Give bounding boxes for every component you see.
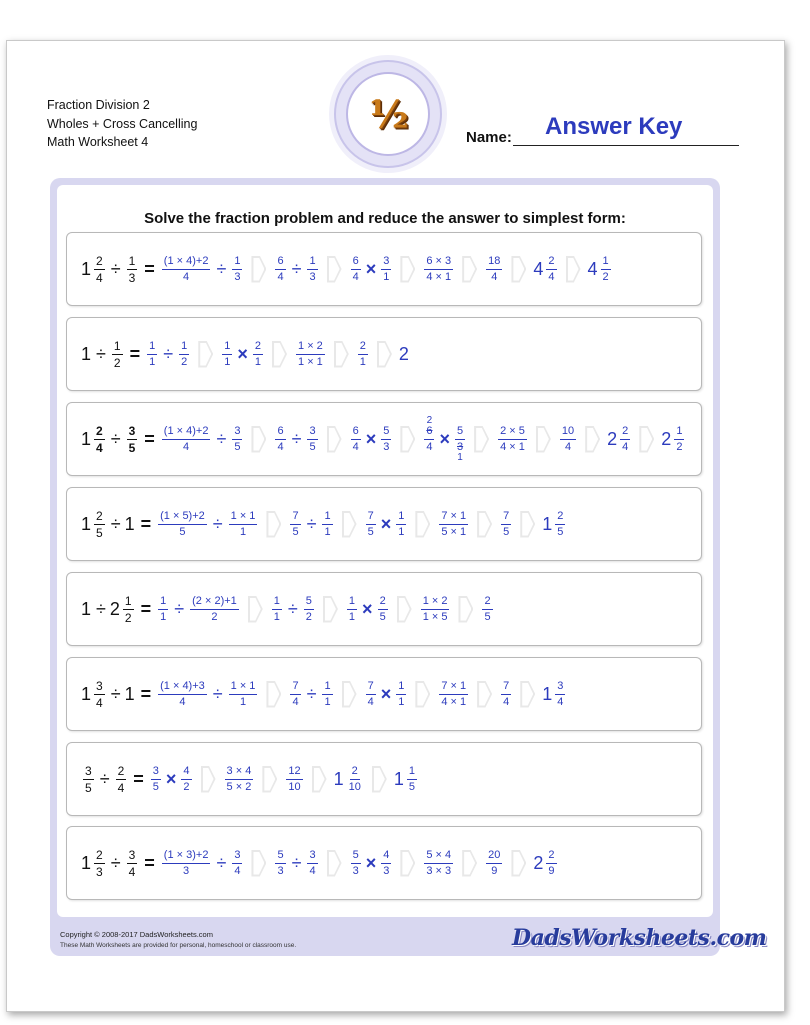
- worksheet-title: Fraction Division 2: [47, 98, 150, 112]
- problem-row-2: [66, 317, 702, 391]
- step-arrow-icon: [415, 681, 430, 708]
- step-arrow-icon: [474, 426, 489, 453]
- step-arrow-icon: [462, 256, 477, 283]
- step-arrow-icon: [520, 511, 535, 538]
- step-arrow-icon: [251, 850, 266, 877]
- step-arrow-icon: [377, 341, 392, 368]
- step-arrow-icon: [262, 766, 277, 793]
- name-line: [513, 145, 739, 146]
- problem-3-question: 1 $\frac{2}{4}$ ÷ $\frac{3}{5}$ =: [81, 423, 155, 455]
- step-arrow-icon: [511, 850, 526, 877]
- answer-key-text: Answer Key: [545, 113, 683, 140]
- problem-row-8: [66, 826, 702, 900]
- problem-4-steps: $\frac{(1 \times 5)+2}{5}$ ÷ $\frac{1 \times 1}{1}$ $\frac{7}{5}$ ÷ $\frac{1}{1}$ $\frac{7}{5}$ × $\frac{1}{1}$ 7 × 1 5 × 1 7 5 1 2 5: [160, 509, 564, 538]
- problem-8-steps: $\frac{(1 \times 3)+2}{3}$ ÷ $\frac{3}{4}$ $\frac{5}{3}$ ÷ $\frac{3}{4}$ $\frac{5}{3}$ × $\frac{4}{3}$ 5 × 4 3 × 3 20 9 2 2 9: [163, 848, 555, 877]
- problem-2-question: 1 ÷ $\frac{1}{2}$ =: [81, 338, 141, 370]
- step-arrow-icon: [566, 256, 581, 283]
- name-label: Name:: [466, 129, 512, 146]
- worksheet-number: Math Worksheet 4: [47, 135, 149, 149]
- problem-8-question: 1 $\frac{2}{3}$ ÷ $\frac{3}{4}$ =: [81, 847, 155, 879]
- logo-text: ½: [369, 91, 407, 137]
- step-arrow-icon: [462, 850, 477, 877]
- step-arrow-icon: [585, 426, 600, 453]
- step-arrow-icon: [323, 596, 338, 623]
- problem-row-4: [66, 487, 702, 561]
- step-arrow-icon: [372, 766, 387, 793]
- step-arrow-icon: [477, 511, 492, 538]
- step-arrow-icon: [327, 426, 342, 453]
- step-arrow-icon: [639, 426, 654, 453]
- problem-7-steps: $\frac{3}{5}$ × $\frac{4}{2}$ 3 × 4 5 × 2 12 10 1 2 10 1 1 5: [152, 764, 415, 793]
- one-half-logo: [334, 60, 442, 168]
- problem-4-question: 1 $\frac{2}{5}$ ÷ 1 =: [81, 508, 152, 540]
- step-arrow-icon: [327, 850, 342, 877]
- step-arrow-icon: [266, 681, 281, 708]
- problem-8-answer: 2: [533, 852, 544, 873]
- problem-row-7: [66, 742, 702, 816]
- step-arrow-icon: [266, 511, 281, 538]
- problem-5-answer: 2 5: [484, 594, 491, 623]
- problem-row-6: [66, 657, 702, 731]
- instructions: Solve the fraction problem and reduce the answer to simplest form:: [144, 210, 626, 227]
- step-arrow-icon: [342, 681, 357, 708]
- problem-row-5: [66, 572, 702, 646]
- problem-row-3: [66, 402, 702, 476]
- step-arrow-icon: [400, 850, 415, 877]
- step-arrow-icon: [342, 511, 357, 538]
- step-arrow-icon: [520, 681, 535, 708]
- problem-7-question: $\frac{3}{5}$ ÷ $\frac{2}{4}$ =: [85, 763, 144, 795]
- step-arrow-icon: [536, 426, 551, 453]
- step-arrow-icon: [248, 596, 263, 623]
- worksheet-subtitle: Wholes + Cross Cancelling: [47, 117, 198, 131]
- step-arrow-icon: [400, 426, 415, 453]
- problem-3-answer: 2: [661, 428, 672, 449]
- step-arrow-icon: [251, 256, 266, 283]
- step-arrow-icon: [272, 341, 287, 368]
- problem-6-steps: $\frac{(1 \times 4)+3}{4}$ ÷ $\frac{1 \times 1}{1}$ $\frac{7}{4}$ ÷ $\frac{1}{1}$ $\frac{7}{4}$ × $\frac{1}{1}$ 7 × 1 4 × 1 7 4 1 3 4: [160, 679, 564, 708]
- step-arrow-icon: [251, 426, 266, 453]
- problem-1-answer: 4: [587, 258, 598, 279]
- problem-6-answer: 1: [542, 683, 553, 704]
- usage-note: These Math Worksheets are provided for personal, homeschool or classroom use.: [60, 942, 297, 949]
- step-arrow-icon: [400, 256, 415, 283]
- problem-2-answer: 2: [398, 343, 409, 364]
- step-arrow-icon: [511, 256, 526, 283]
- cross-cancel-fraction: 2 6 4: [426, 414, 433, 453]
- step-arrow-icon: [312, 766, 327, 793]
- problem-row-1: [66, 232, 702, 306]
- step-arrow-icon: [415, 511, 430, 538]
- problem-6-question: 1 $\frac{3}{4}$ ÷ 1 =: [81, 678, 152, 710]
- step-arrow-icon: [477, 681, 492, 708]
- step-arrow-icon: [397, 596, 412, 623]
- step-arrow-icon: [458, 596, 473, 623]
- problem-5-steps: $\frac{1}{1}$ ÷ $\frac{(2 \times 2)+1}{2}$ $\frac{1}{1}$ ÷ $\frac{5}{2}$ $\frac{1}{1}$ × $\frac{2}{5}$ 1 × 2 1 × 5 2 5: [160, 594, 491, 623]
- step-arrow-icon: [198, 341, 213, 368]
- problem-7-answer: 1: [393, 768, 404, 789]
- problem-5-question: 1 ÷ 2 $\frac{1}{2}$ =: [81, 593, 152, 625]
- cross-cancel-fraction: 5 3 1: [457, 424, 464, 463]
- step-arrow-icon: [334, 341, 349, 368]
- problem-4-answer: 1: [542, 513, 553, 534]
- step-arrow-icon: [327, 256, 342, 283]
- dadsworksheets-logo: DadsWorksheets.com: [512, 925, 767, 951]
- step-arrow-icon: [201, 766, 216, 793]
- problem-1-steps: $\frac{(1 \times 4)+2}{4}$ ÷ $\frac{1}{3}$ $\frac{6}{4}$ ÷ $\frac{1}{3}$ $\frac{6}{4}$ × $\frac{3}{1}$ 6 × 3 4 × 1 18 4 4 2 4 4 1 2: [163, 254, 609, 283]
- copyright-text: Copyright © 2008-2017 DadsWorksheets.com: [60, 930, 213, 939]
- problem-3-steps: $\frac{(1 \times 4)+2}{4}$ ÷ $\frac{3}{5}$ $\frac{6}{4}$ ÷ $\frac{3}{5}$ $\frac{6}{4}$ × $\frac{5}{3}$ 2 6 4 × 5 3 1 2 × 5 4 × 1 10 4 2 2 4 2 1 2: [163, 414, 683, 463]
- problem-1-question: 1 $\frac{2}{4}$ ÷ $\frac{1}{3}$ =: [81, 253, 155, 285]
- problem-2-steps: $\frac{1}{1}$ ÷ $\frac{1}{2}$ $\frac{1}{1}$ × $\frac{2}{1}$ 1 × 2 1 × 1 2 1 2: [149, 339, 409, 368]
